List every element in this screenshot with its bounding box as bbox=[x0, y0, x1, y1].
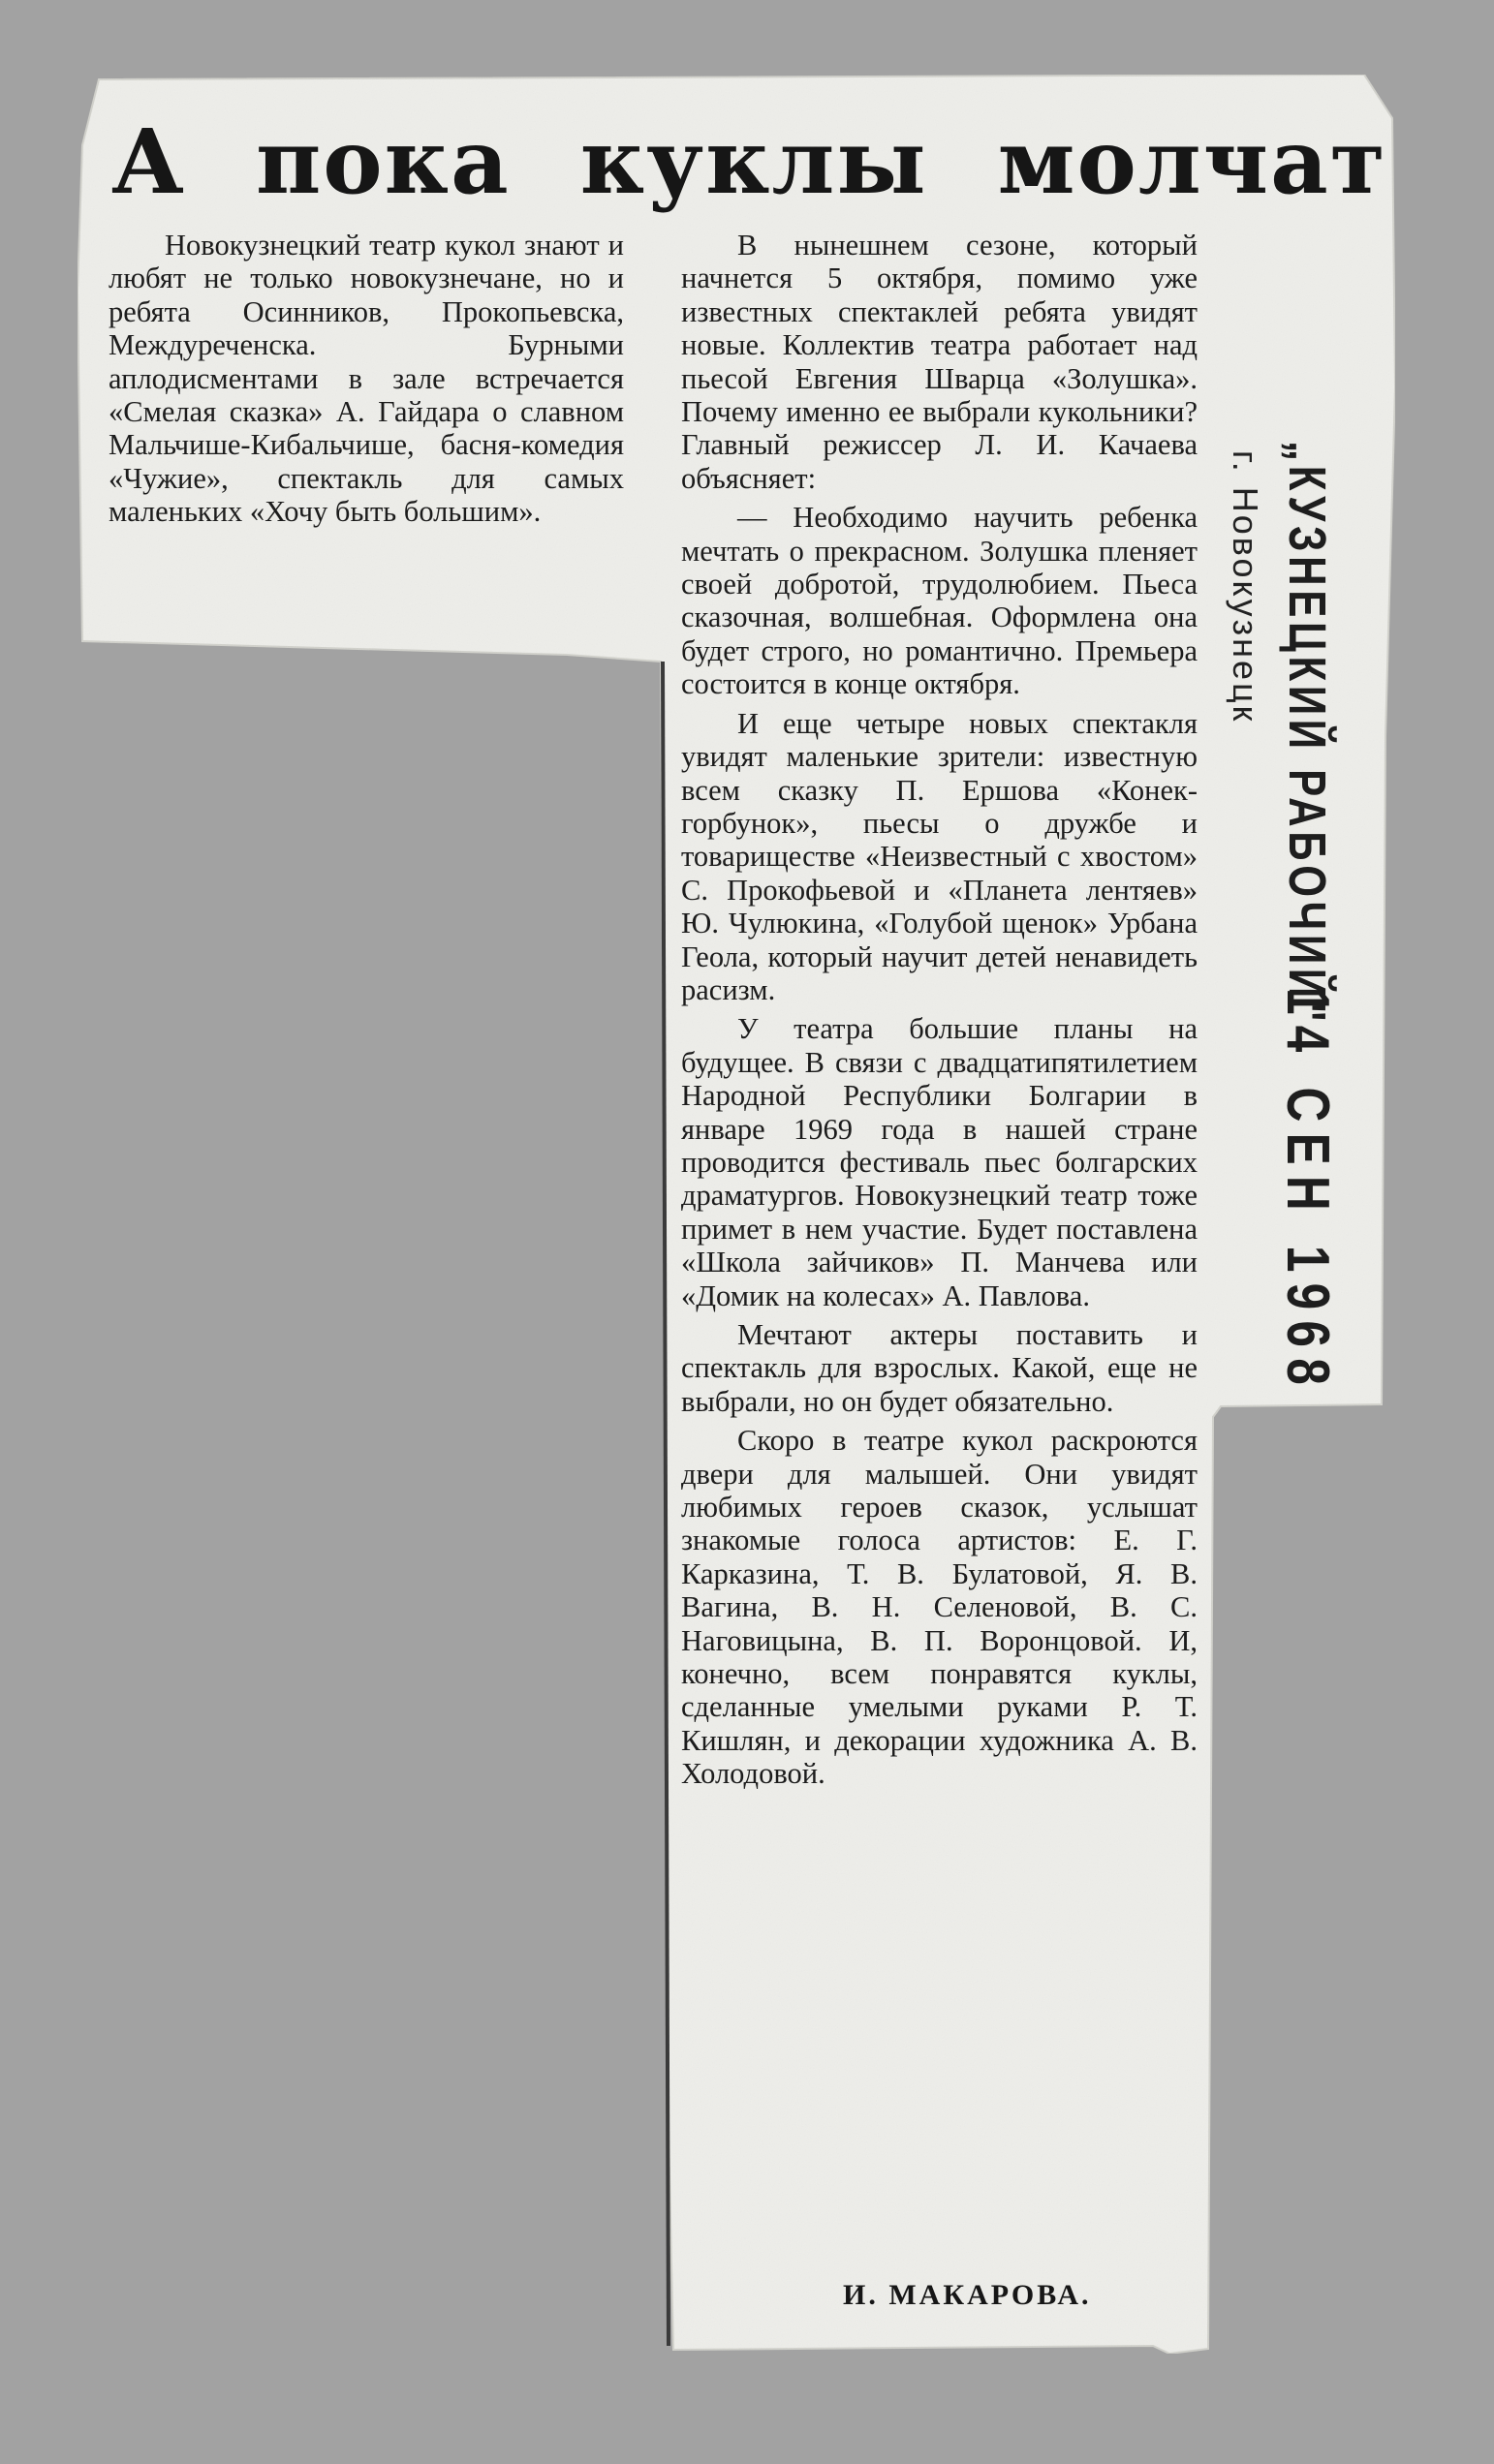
left-column bbox=[109, 229, 624, 529]
paragraph: Новокузнецкий театр кукол знают и любят не только новокузнечане, но и ребята Осинников, Прокопьевска, Междуреченска. Бурными аплодисментами в зале встречается «Смелая сказка» А. Гайдара о славном Мальчише-Кибальчише, басня-комедия «Чужие», спектакль для самых маленьких «Хочу быть большим». bbox=[109, 229, 624, 529]
stamp-date: 14 СЕН 1968 bbox=[1274, 988, 1341, 1396]
paragraph: Скоро в театре кукол раскроются двери для малышей. Они увидят любимых героев сказок, услышат знакомые голоса артистов: Е. Г. Карказина, Т. В. Булатовой, Я. В. Вагина, В. Н. Селеновой, В. С. Наговицына, В. П. Воронцовой. И, конечно, всем понравятся куклы, сделанные умелыми руками Р. Т. Кишлян, и декорации художника А. В. Холодовой. bbox=[681, 1424, 1198, 1791]
paragraph: — Необходимо научить ребенка мечтать о прекрасном. Золушка пленяет своей добротой, трудолюбием. Пьеса сказочная, волшебная. Оформлена она будет строго, но романтично. Премьера состоится в конце октября. bbox=[681, 501, 1198, 701]
headline: А пока куклы молчат bbox=[111, 109, 1387, 214]
paragraph: У театра большие планы на будущее. В связи с двадцатипятилетием Народной Республики Болгарии в январе 1969 года в нашей стране проводится фестиваль пьес болгарских драматургов. Новокузнецкий театр тоже примет в нем участие. Будет поставлена «Школа зайчиков» П. Манчева или «Домик на колесах» А. Павлова. bbox=[681, 1012, 1198, 1312]
stamp-newspaper-name: „КУЗНЕЦКИЙ РАБОЧИЙ" bbox=[1278, 441, 1336, 1027]
paragraph: Мечтают актеры поставить и спектакль для взрослых. Какой, еще не выбрали, но он будет обязательно. bbox=[681, 1318, 1198, 1418]
author-byline: И. МАКАРОВА. bbox=[843, 2279, 1092, 2311]
stamp-city: г. Новокузнецк bbox=[1226, 450, 1265, 724]
right-column bbox=[681, 229, 1198, 1797]
paragraph: В нынешнем сезоне, который начнется 5 октября, помимо уже известных спектаклей ребята увидят новые. Коллектив театра работает над пьесой Евгения Шварца «Золушка». Почему именно ее выбрали кукольники? Главный режиссер Л. И. Качаева объясняет: bbox=[681, 229, 1198, 495]
paragraph: И еще четыре новых спектакля увидят маленькие зрители: известную всем сказку П. Ершова «Конек-горбунок», пьесы о дружбе и товариществе «Неизвестный с хвостом» С. Прокофьевой и «Планета лентяев» Ю. Чулюкина, «Голубой щенок» Урбана Геола, который научит детей ненавидеть расизм. bbox=[681, 706, 1198, 1006]
